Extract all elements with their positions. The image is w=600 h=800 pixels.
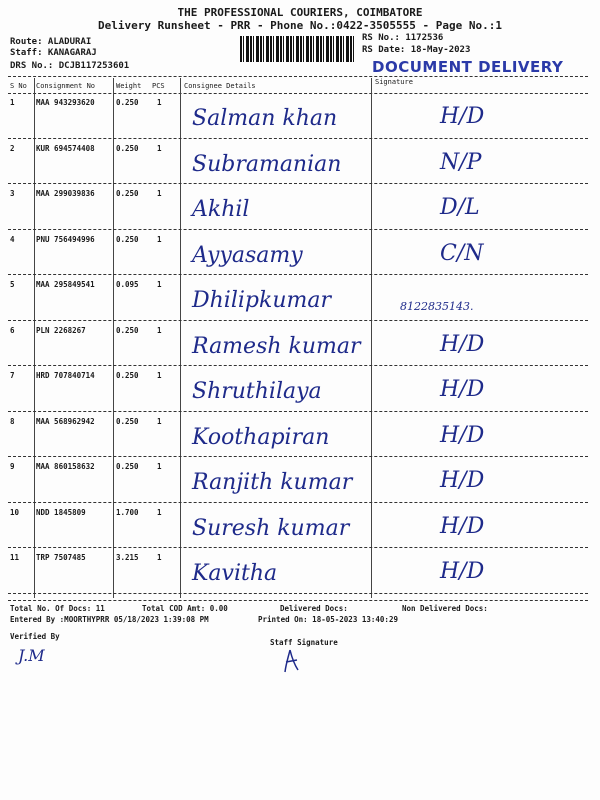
verifier-initials: J.M [18, 646, 45, 665]
row-divider [8, 274, 588, 275]
row-consignee-handwritten: Kavitha [192, 561, 278, 586]
table-bottom-rule [8, 600, 588, 601]
row-weight: 3.215 [116, 553, 139, 562]
row-sno: 9 [10, 462, 15, 471]
barcode [240, 36, 355, 62]
row-signature-handwritten: H/D [440, 468, 485, 493]
row-signature-handwritten: H/D [440, 422, 485, 448]
row-sno: 10 [10, 507, 20, 517]
row-sno: 2 [10, 143, 15, 153]
row-divider [8, 138, 588, 139]
row-signature-handwritten: C/N [440, 240, 484, 266]
row-sno: 5 [10, 280, 15, 289]
col-header-consignment: Consignment No [36, 82, 96, 90]
row-consignment: MAA 860158632 [36, 462, 95, 471]
delivered-docs: Delivered Docs: [280, 604, 348, 613]
row-pcs: 1 [157, 553, 162, 562]
row-consignee-handwritten: Dhilipkumar [192, 288, 331, 313]
drs-number: DRS No.: DCJB117253601 [10, 61, 130, 71]
row-pcs: 1 [157, 325, 162, 335]
row-pcs: 1 [157, 98, 162, 107]
company-title: THE PROFESSIONAL COURIERS, COIMBATORE [177, 6, 423, 19]
row-divider [8, 456, 588, 457]
row-weight: 0.250 [116, 325, 139, 335]
rs-date: RS Date: 18-May-2023 [362, 45, 471, 55]
row-weight: 0.250 [116, 189, 139, 198]
row-consignee-handwritten: Ranjith kumar [192, 470, 353, 495]
row-weight: 0.250 [116, 98, 139, 107]
row-sno: 3 [10, 189, 15, 198]
row-weight: 1.700 [116, 507, 139, 517]
row-consignee-handwritten: Salman khan [192, 106, 338, 131]
row-consignment: MAA 295849541 [36, 280, 95, 289]
printed-on: Printed On: 18-05-2023 13:40:29 [258, 615, 398, 624]
row-signature-handwritten: H/D [440, 513, 485, 539]
row-consignee-handwritten: Shruthilaya [192, 379, 322, 404]
row-weight: 0.250 [116, 371, 139, 380]
verified-by-label: Verified By [10, 632, 60, 641]
row-sno: 11 [10, 553, 20, 562]
staff-signature-mark [282, 648, 302, 674]
row-signature-handwritten: H/D [440, 104, 485, 129]
document-delivery-stamp: DOCUMENT DELIVERY [372, 58, 564, 76]
total-docs: Total No. Of Docs: 11 [10, 604, 105, 613]
total-cod: Total COD Amt: 0.00 [142, 604, 228, 613]
row-consignment: MAA 568962942 [36, 416, 95, 426]
row-consignment: KUR 694574408 [36, 143, 95, 153]
rs-number: RS No.: 1172536 [362, 33, 444, 43]
col-divider [34, 78, 35, 598]
row-consignee-handwritten: Ayyasamy [192, 242, 303, 268]
entered-by: Entered By :MOORTHYPRR 05/18/2023 1:39:08 PM [10, 615, 209, 624]
row-divider [8, 183, 588, 184]
row-sno: 7 [10, 371, 15, 380]
row-divider [8, 593, 588, 594]
row-pcs: 1 [157, 507, 162, 517]
row-divider [8, 547, 588, 548]
row-signature-handwritten: H/D [440, 377, 485, 402]
row-pcs: 1 [157, 189, 162, 198]
row-sno: 8 [10, 416, 15, 426]
row-divider [8, 502, 588, 503]
row-consignment: TRP 7507485 [36, 553, 86, 562]
row-pcs: 1 [157, 143, 162, 153]
runsheet-subtitle: Delivery Runsheet - PRR - Phone No.:0422-3505555 - Page No.:1 [98, 19, 502, 32]
table-top-rule [8, 76, 588, 77]
row-pcs: 1 [157, 416, 162, 426]
row-sno: 4 [10, 234, 15, 244]
row-consignment: MAA 943293620 [36, 98, 95, 107]
col-header-signature: Signature [375, 78, 413, 86]
row-consignee-handwritten: Ramesh kumar [192, 333, 361, 359]
col-header-sno: S No [10, 82, 27, 90]
col-header-consignee: Consignee Details [184, 82, 256, 90]
row-signature-handwritten: N/P [440, 149, 482, 175]
row-consignment: PLN 2268267 [36, 325, 86, 335]
row-sno: 6 [10, 325, 15, 335]
row-signature-handwritten: 8122835143. [400, 300, 474, 313]
col-divider [180, 78, 181, 598]
row-pcs: 1 [157, 234, 162, 244]
row-consignee-handwritten: Akhil [192, 197, 250, 222]
row-consignment: HRD 707840714 [36, 371, 95, 380]
row-consignee-handwritten: Subramanian [192, 151, 342, 177]
row-pcs: 1 [157, 462, 162, 471]
row-weight: 0.250 [116, 234, 139, 244]
row-consignment: PNU 756494996 [36, 234, 95, 244]
non-delivered-docs: Non Delivered Docs: [402, 604, 488, 613]
col-divider [371, 78, 372, 598]
row-weight: 0.250 [116, 416, 139, 426]
row-weight: 0.250 [116, 462, 139, 471]
row-pcs: 1 [157, 371, 162, 380]
row-weight: 0.095 [116, 280, 139, 289]
row-consignee-handwritten: Suresh kumar [192, 515, 350, 541]
row-divider [8, 320, 588, 321]
route-label: Route: ALADURAI [10, 37, 92, 47]
row-divider [8, 365, 588, 366]
row-signature-handwritten: D/L [440, 195, 480, 220]
col-header-weight: Weight [116, 82, 142, 90]
header-bottom-rule [8, 93, 588, 94]
row-consignment: MAA 299039836 [36, 189, 95, 198]
row-weight: 0.250 [116, 143, 139, 153]
row-consignment: NDD 1845809 [36, 507, 86, 517]
row-pcs: 1 [157, 280, 162, 289]
row-signature-handwritten: H/D [440, 331, 485, 357]
row-consignee-handwritten: Koothapiran [192, 424, 330, 450]
row-signature-handwritten: H/D [440, 559, 485, 584]
col-divider [113, 78, 114, 598]
col-header-pcs: PCS [152, 82, 165, 90]
row-sno: 1 [10, 98, 15, 107]
row-divider [8, 411, 588, 412]
staff-label: Staff: KANAGARAJ [10, 48, 97, 58]
row-divider [8, 229, 588, 230]
staff-signature-label: Staff Signature [270, 638, 338, 647]
